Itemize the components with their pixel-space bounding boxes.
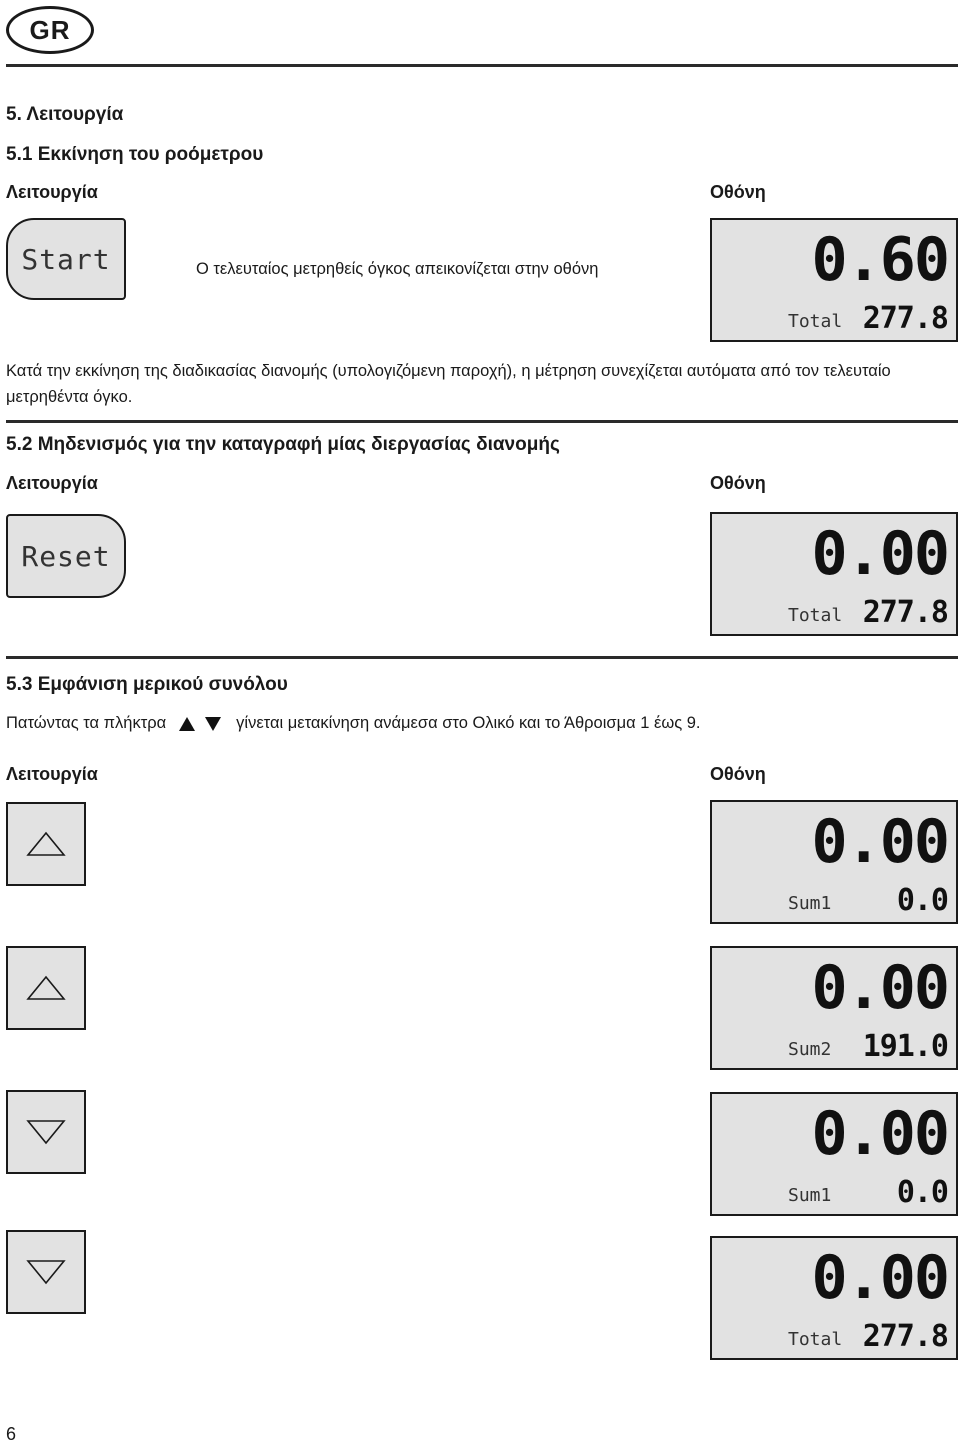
display-label: Οθόνη xyxy=(710,473,766,493)
lcd-main-value: 0.00 xyxy=(811,1243,948,1313)
instruction-text-after: γίνεται μετακίνηση ανάμεσα στο Ολικό και το Άθροισμα 1 έως 9. xyxy=(236,714,701,732)
up-arrow-button[interactable] xyxy=(6,946,86,1030)
up-arrow-icon xyxy=(26,975,66,1001)
lcd-register-label: Total xyxy=(788,605,843,626)
section-rule-5-2 xyxy=(6,420,958,423)
lcd-main-value: 0.00 xyxy=(811,807,948,877)
operation-label: Λειτουργία xyxy=(6,473,98,493)
lcd-main-value: 0.60 xyxy=(811,225,948,295)
lcd-display-sum1-again xyxy=(710,1092,958,1216)
paragraph-line-1: Κατά την εκκίνηση της διαδικασίας διανομής (υπολογιζόμενη παροχή), η μέτρηση συνεχίζεται αυτόματα από τον τελευταίο xyxy=(6,362,891,380)
up-arrow-button[interactable] xyxy=(6,802,86,886)
lcd-sub-value: 277.8 xyxy=(862,301,948,336)
filled-up-triangle-icon xyxy=(178,716,196,732)
lcd-display-total xyxy=(710,1236,958,1360)
subsection-5-3-title: 5.3 Εμφάνιση μερικού συνόλου xyxy=(6,674,288,695)
operation-label: Λειτουργία xyxy=(6,182,98,202)
section-title: 5. Λειτουργία xyxy=(6,104,124,125)
start-caption: Ο τελευταίος μετρηθείς όγκος απεικονίζεται στην οθόνη xyxy=(196,260,599,278)
lcd-sub-value: 191.0 xyxy=(862,1029,948,1064)
operation-label: Λειτουργία xyxy=(6,764,98,784)
subsection-5-1-title: 5.1 Εκκίνηση του ροόμετρου xyxy=(6,144,264,165)
up-arrow-icon xyxy=(26,831,66,857)
filled-down-triangle-icon xyxy=(204,716,222,732)
lcd-sub-value: 277.8 xyxy=(862,1319,948,1354)
lcd-register-label: Sum1 xyxy=(788,893,832,914)
lcd-display-sum2 xyxy=(710,946,958,1070)
down-arrow-icon xyxy=(26,1259,66,1285)
lcd-register-label: Total xyxy=(788,311,843,332)
display-label: Οθόνη xyxy=(710,182,766,202)
lcd-display-reset xyxy=(710,512,958,636)
lcd-register-label: Sum1 xyxy=(788,1185,832,1206)
instruction-line xyxy=(6,712,701,735)
instruction-text-before: Πατώντας τα πλήκτρα xyxy=(6,714,167,732)
lcd-display-sum1 xyxy=(710,800,958,924)
lcd-main-value: 0.00 xyxy=(811,1099,948,1169)
lcd-main-value: 0.00 xyxy=(811,953,948,1023)
paragraph-line-2: μετρηθέντα όγκο. xyxy=(6,388,133,406)
page-number: 6 xyxy=(6,1424,17,1444)
down-arrow-button[interactable] xyxy=(6,1230,86,1314)
subsection-5-2-title: 5.2 Μηδενισμός για την καταγραφή μίας διεργασίας διανομής xyxy=(6,434,560,455)
display-label: Οθόνη xyxy=(710,764,766,784)
down-arrow-icon xyxy=(26,1119,66,1145)
lcd-sub-value: 277.8 xyxy=(862,595,948,630)
lcd-register-label: Sum2 xyxy=(788,1039,832,1060)
lcd-register-label: Total xyxy=(788,1329,843,1350)
header-rule xyxy=(6,64,958,67)
down-arrow-button[interactable] xyxy=(6,1090,86,1174)
lcd-sub-value: 0.0 xyxy=(896,1175,948,1210)
start-button[interactable]: Start xyxy=(6,218,126,300)
language-badge: GR xyxy=(6,6,94,54)
lcd-display-start xyxy=(710,218,958,342)
lcd-main-value: 0.00 xyxy=(811,519,948,589)
section-rule-5-3 xyxy=(6,656,958,659)
reset-button[interactable]: Reset xyxy=(6,514,126,598)
lcd-sub-value: 0.0 xyxy=(896,883,948,918)
